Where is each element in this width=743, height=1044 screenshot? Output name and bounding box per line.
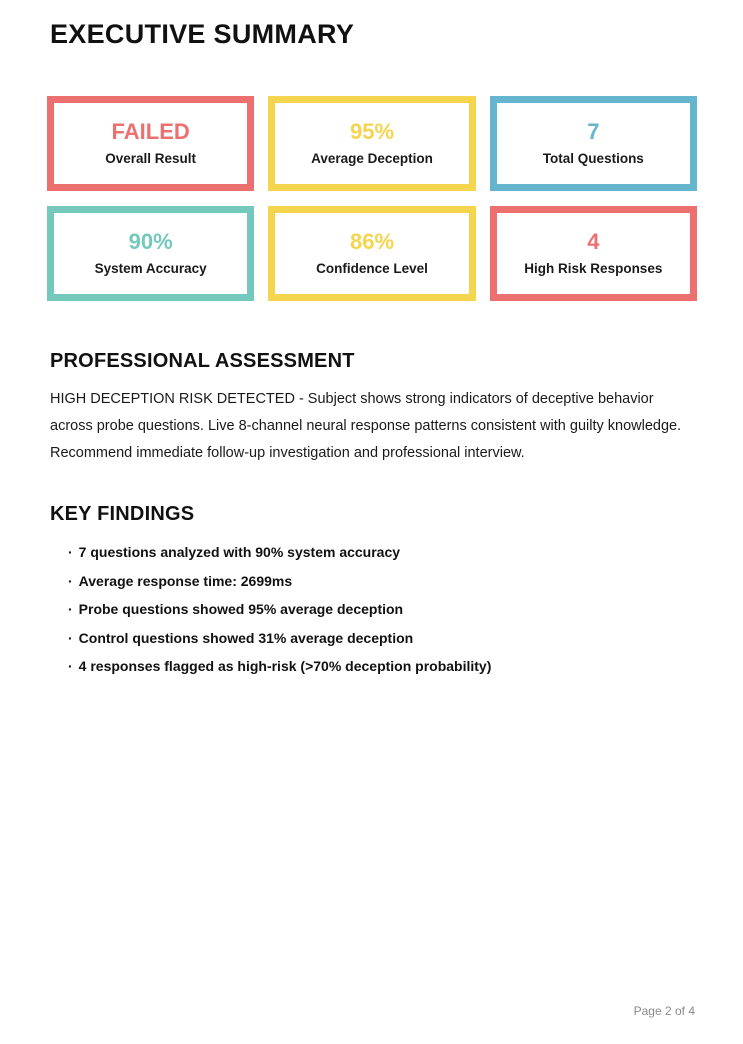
stat-card-average-deception (268, 96, 475, 191)
stat-value: 7 (587, 118, 600, 144)
finding-item (68, 630, 697, 647)
stat-value: 4 (587, 228, 600, 254)
page-title: EXECUTIVE SUMMARY (50, 19, 355, 49)
bullet-icon: · (68, 544, 73, 560)
bullet-icon: · (68, 572, 73, 589)
stat-value: 90% (128, 228, 173, 254)
stat-card-overall-result (47, 96, 254, 191)
bullet-icon: · (68, 658, 73, 674)
stat-value: FAILED (111, 118, 190, 144)
page-number: Page 2 of 4 (633, 1004, 695, 1018)
finding-item (68, 573, 697, 590)
stat-value: 95% (349, 118, 395, 144)
finding-text: 7 questions analyzed with 90% system accuracy (78, 544, 401, 560)
assessment-heading: PROFESSIONAL ASSESSMENT (50, 350, 355, 372)
finding-item (68, 544, 697, 561)
finding-item (68, 601, 697, 618)
stat-label: System Accuracy (94, 261, 207, 277)
stat-card-grid (47, 96, 697, 301)
finding-text: Average response time: 2699ms (78, 572, 293, 589)
finding-text: 4 responses flagged as high-risk (>70% deception probability) (78, 658, 492, 674)
finding-text: Control questions showed 31% average deception (78, 629, 414, 646)
findings-heading: KEY FINDINGS (50, 503, 195, 525)
stat-card-high-risk-responses (490, 206, 697, 301)
bullet-icon: · (68, 629, 73, 646)
stat-value: 86% (349, 228, 395, 254)
stat-label: Overall Result (105, 151, 197, 167)
bullet-icon: · (68, 601, 73, 617)
stat-label: Confidence Level (316, 261, 428, 277)
findings-list (50, 544, 697, 675)
stat-label: High Risk Responses (524, 261, 663, 277)
stat-card-system-accuracy (47, 206, 254, 301)
stat-card-confidence-level (268, 206, 475, 301)
stat-card-total-questions (490, 96, 697, 191)
finding-text: Probe questions showed 95% average deception (78, 601, 404, 617)
assessment-body: HIGH DECEPTION RISK DETECTED - Subject shows strong indicators of deceptive behavior across probe questions. Live 8-channel neural response patterns consistent with guilty knowledge. Recommend immediate follow-up investigation and professional interview. (50, 391, 682, 461)
stat-label: Average Deception (311, 151, 433, 167)
finding-item (68, 658, 697, 675)
stat-label: Total Questions (542, 151, 644, 167)
